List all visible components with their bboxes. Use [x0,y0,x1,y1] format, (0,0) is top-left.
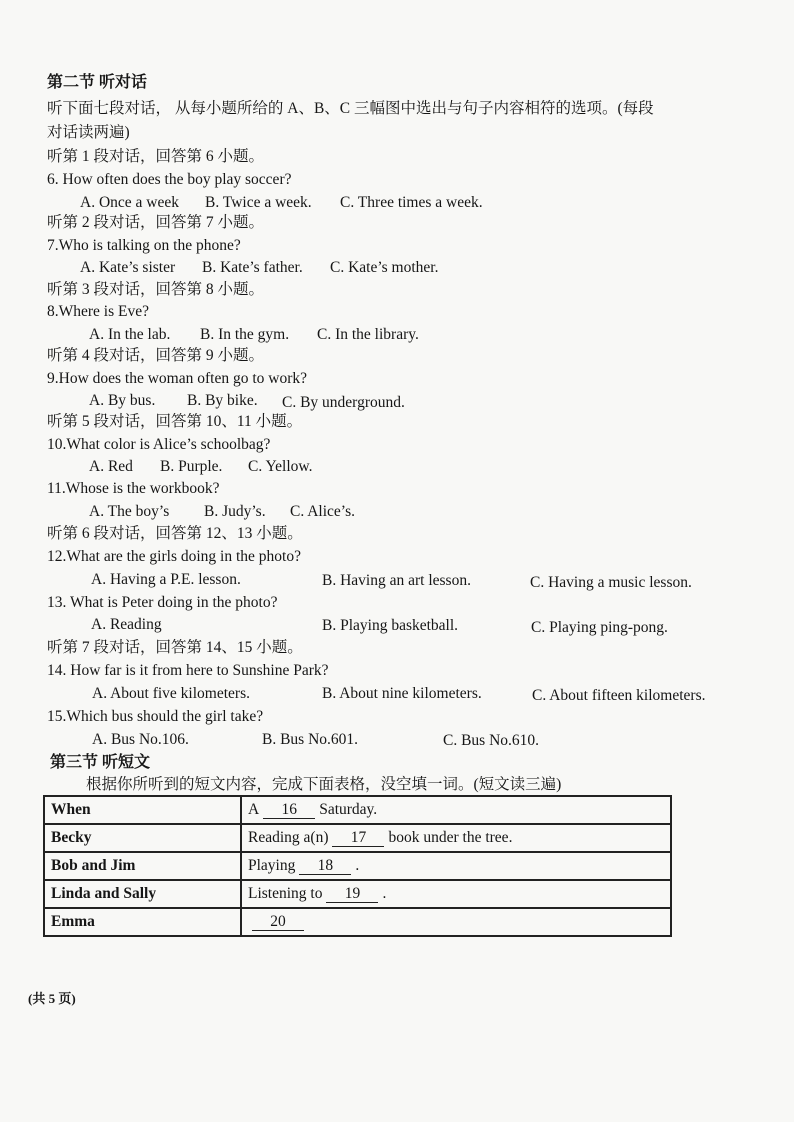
option-a: A. Kate’s sister [80,259,176,276]
value-prefix: A [248,801,260,818]
option-a: A. The boy’s [89,503,170,520]
table-value-cell [241,796,671,824]
option-a: A. About five kilometers. [92,685,250,702]
question-text: 14. How far is it from here to Sunshine Park? [47,662,329,679]
option-a: A. Reading [91,616,162,633]
option-c: C. Playing ping-pong. [531,619,668,636]
table-row [44,880,671,908]
value-prefix: Reading a(n) [248,829,329,846]
option-c: C. Having a music lesson. [530,574,692,591]
group-intro: 听第 4 段对话，回答第 9 小题。 [47,347,265,364]
value-suffix: . [382,885,387,902]
option-b: B. Playing basketball. [322,617,459,634]
value-prefix: Playing [248,857,296,874]
table-row [44,852,671,880]
question-text: 13. What is Peter doing in the photo? [47,594,278,611]
table-value-cell [241,880,671,908]
fill-in-table [43,795,672,937]
option-b: B. Kate’s father. [202,259,303,276]
option-a: A. Once a week [80,194,179,211]
section2-instruction-line1: 听下面七段对话， 从每小题所给的 A、B、C 三幅图中选出与句子内容相符的选项。(每段 [47,100,654,117]
table-row [44,824,671,852]
option-a: A. In the lab. [89,326,171,343]
question-text: 8.Where is Eve? [47,303,149,320]
question-text: 12.What are the girls doing in the photo? [47,548,301,565]
question-text: 15.Which bus should the girl take? [47,708,264,725]
option-c: C. Yellow. [248,458,313,475]
page-footer: (共 5 页) [28,991,76,1006]
table-key-cell: Bob and Jim [44,852,241,880]
section3-instruction: 根据你所听到的短文内容，完成下面表格，没空填一词。(短文读三遍) [86,776,562,793]
table-value-cell [241,908,671,936]
option-c: C. By underground. [282,394,405,411]
option-a: A. Having a P.E. lesson. [91,571,241,588]
option-c: C. Three times a week. [340,194,483,211]
answer-blank[interactable]: 20 [252,913,304,931]
option-c: C. In the library. [317,326,419,343]
option-a: A. By bus. [89,392,156,409]
option-c: C. About fifteen kilometers. [532,687,706,704]
table-row [44,908,671,936]
option-b: B. In the gym. [200,326,290,343]
value-suffix: book under the tree. [388,829,513,846]
question-text: 7.Who is talking on the phone? [47,237,241,254]
option-b: B. By bike. [187,392,258,409]
section3-title: 第三节 听短文 [50,754,151,771]
group-intro: 听第 1 段对话，回答第 6 小题。 [47,148,265,165]
answer-blank[interactable]: 17 [332,829,384,847]
table-value-cell [241,852,671,880]
question-text: 6. How often does the boy play soccer? [47,171,292,188]
answer-blank[interactable]: 19 [326,885,378,903]
table-key-cell: Emma [44,908,241,936]
group-intro: 听第 7 段对话，回答第 14、15 小题。 [47,639,303,656]
group-intro: 听第 5 段对话，回答第 10、11 小题。 [47,413,303,430]
table-key-cell: Becky [44,824,241,852]
answer-blank[interactable]: 18 [299,857,351,875]
option-c: C. Bus No.610. [443,732,540,749]
group-intro: 听第 2 段对话，回答第 7 小题。 [47,214,265,231]
question-text: 10.What color is Alice’s schoolbag? [47,436,271,453]
option-b: B. About nine kilometers. [322,685,482,702]
table-row [44,796,671,824]
table-value-cell [241,824,671,852]
value-prefix: Listening to [248,885,323,902]
table-key-cell: When [44,796,241,824]
answer-blank[interactable]: 16 [263,801,315,819]
section2-instruction-line2: 对话读两遍) [47,124,130,141]
group-intro: 听第 3 段对话，回答第 8 小题。 [47,281,265,298]
option-c: C. Kate’s mother. [330,259,439,276]
option-b: B. Twice a week. [205,194,312,211]
value-suffix: Saturday. [319,801,378,818]
group-intro: 听第 6 段对话，回答第 12、13 小题。 [47,525,303,542]
option-b: B. Purple. [160,458,223,475]
option-b: B. Judy’s. [204,503,266,520]
option-a: A. Bus No.106. [92,731,189,748]
question-text: 9.How does the woman often go to work? [47,370,308,387]
table-key-cell: Linda and Sally [44,880,241,908]
option-a: A. Red [89,458,133,475]
value-suffix: . [355,857,360,874]
option-c: C. Alice’s. [290,503,356,520]
section2-title: 第二节 听对话 [47,74,148,91]
option-b: B. Having an art lesson. [322,572,471,589]
option-b: B. Bus No.601. [262,731,359,748]
question-text: 11.Whose is the workbook? [47,480,220,497]
